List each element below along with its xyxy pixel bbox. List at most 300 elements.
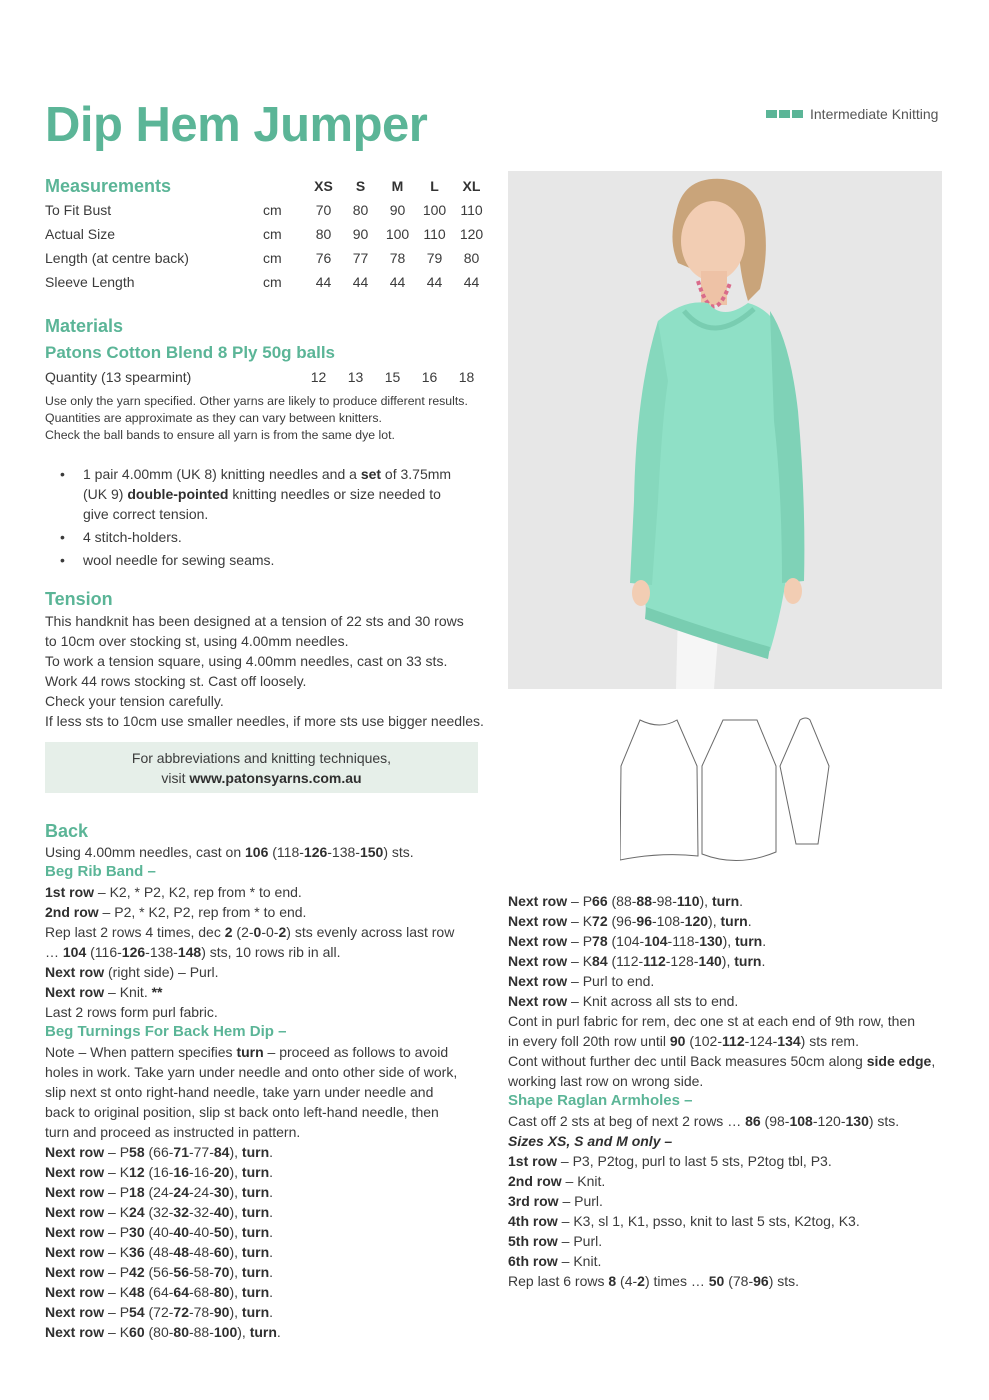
bullet-text: set xyxy=(360,466,382,482)
measurements-header-row xyxy=(45,174,490,198)
instruction-text: ), xyxy=(229,1264,242,1280)
instruction-text: – K xyxy=(104,1244,130,1260)
instruction-text: 66 xyxy=(592,893,608,909)
instruction-line xyxy=(45,1282,457,1302)
instruction-text: ), xyxy=(237,1324,250,1340)
instruction-text: (88- xyxy=(607,893,637,909)
measurement-value: 100 xyxy=(422,202,447,218)
instruction-line xyxy=(45,1002,457,1022)
instruction-text: (48- xyxy=(144,1244,174,1260)
instruction-text: -40- xyxy=(188,1224,214,1240)
instruction-text: turn xyxy=(734,953,762,969)
instruction-text: -124- xyxy=(744,1033,778,1049)
instruction-text: . xyxy=(269,1144,274,1160)
instruction-text: ** xyxy=(151,984,163,1000)
instruction-text: 72 xyxy=(173,1304,189,1320)
instruction-text: Note xyxy=(45,1044,75,1060)
instruction-line xyxy=(508,991,935,1011)
instruction-text: 140 xyxy=(698,953,722,969)
instruction-text: turn xyxy=(241,1164,270,1180)
materials-bullet-item xyxy=(45,464,455,524)
instruction-line xyxy=(508,911,935,931)
instruction-text: ), xyxy=(229,1284,242,1300)
instruction-text: – Purl to end. xyxy=(567,973,655,989)
instruction-text: (112- xyxy=(607,953,644,969)
instruction-text: ) sts. xyxy=(383,844,414,860)
skill-level-label: Intermediate Knitting xyxy=(810,106,939,122)
instruction-text: . xyxy=(276,1324,281,1340)
instruction-text: Next row xyxy=(45,984,105,1000)
instruction-text: -138- xyxy=(145,944,178,960)
instruction-text: (78- xyxy=(724,1273,754,1289)
instruction-text: 42 xyxy=(129,1264,145,1280)
instruction-text: Next row xyxy=(45,1184,105,1200)
instruction-text: (80- xyxy=(144,1324,174,1340)
yarn-name: Patons Cotton Blend 8 Ply 50g balls xyxy=(45,343,335,362)
instruction-text: 24 xyxy=(173,1184,189,1200)
instruction-text: (56- xyxy=(144,1264,174,1280)
instruction-text: 30 xyxy=(213,1184,230,1200)
instruction-line xyxy=(508,1151,935,1171)
instruction-text: 96 xyxy=(753,1273,769,1289)
instruction-text: -88- xyxy=(188,1324,214,1340)
instruction-text: 134 xyxy=(777,1033,801,1049)
instruction-text: 112 xyxy=(643,953,666,969)
instruction-text: 80 xyxy=(213,1284,230,1300)
page-title: Dip Hem Jumper xyxy=(45,98,428,152)
instruction-text: turn xyxy=(241,1264,270,1280)
instruction-text: 20 xyxy=(213,1164,230,1180)
materials-list xyxy=(45,464,455,573)
instruction-text: -77- xyxy=(188,1144,214,1160)
measurement-value: 110 xyxy=(423,226,446,242)
instruction-text: ), xyxy=(708,913,721,929)
instruction-text: 60 xyxy=(129,1324,145,1340)
instruction-text: 90 xyxy=(669,1033,686,1049)
instruction-text: 2 xyxy=(278,924,287,940)
instruction-text: – Purl. xyxy=(557,1233,603,1249)
instruction-line xyxy=(45,1302,457,1322)
level-square-icon xyxy=(766,110,777,118)
measurement-value: 44 xyxy=(389,274,406,290)
measurement-label: Length (at centre back) xyxy=(45,250,189,266)
level-square-icon xyxy=(779,110,790,118)
instruction-text: 130 xyxy=(699,933,723,949)
instruction-text: turn xyxy=(241,1144,270,1160)
instruction-text: Next row xyxy=(45,1324,105,1340)
instruction-text: Using 4.00mm needles, cast on xyxy=(45,844,245,860)
instruction-text: -32- xyxy=(188,1204,214,1220)
instruction-line xyxy=(45,1142,457,1162)
instruction-text: 48 xyxy=(129,1284,145,1300)
back-section xyxy=(45,821,457,1342)
instruction-text: (116- xyxy=(86,944,122,960)
instruction-text: . xyxy=(269,1204,274,1220)
instruction-line xyxy=(508,1111,935,1131)
instruction-text: (118- xyxy=(268,844,304,860)
instruction-text: 56 xyxy=(173,1264,189,1280)
instruction-line xyxy=(508,1251,935,1271)
instruction-text: Next row xyxy=(508,993,568,1009)
instruction-text: Rep last 2 rows 4 times, dec xyxy=(45,924,225,940)
instruction-text: (98- xyxy=(760,1113,790,1129)
instruction-text: 54 xyxy=(129,1304,145,1320)
instruction-text: – Knit across all sts to end. xyxy=(567,993,739,1009)
instruction-text: Next row xyxy=(45,1244,105,1260)
size-header: XS xyxy=(314,178,333,194)
measurement-value: 79 xyxy=(426,250,443,266)
tension-section xyxy=(45,589,485,731)
instruction-text: slip next st onto right-hand needle, take yarn under needle and xyxy=(45,1084,434,1100)
instruction-text: 16 xyxy=(173,1164,189,1180)
instruction-text: 2 xyxy=(637,1273,645,1289)
instruction-text: – P xyxy=(567,893,593,909)
instruction-text: – When pattern specifies xyxy=(74,1044,237,1060)
instruction-text: ), xyxy=(229,1144,242,1160)
instruction-line xyxy=(45,1242,457,1262)
instruction-text: 80 xyxy=(173,1324,189,1340)
instruction-text: . xyxy=(747,913,752,929)
instruction-line xyxy=(45,1102,457,1122)
size-header: M xyxy=(391,178,404,194)
instruction-line xyxy=(45,982,457,1002)
instruction-line xyxy=(508,1071,935,1091)
instruction-text: 2nd row xyxy=(45,904,99,920)
instruction-text: 2 xyxy=(224,924,233,940)
instruction-text: 96 xyxy=(636,913,652,929)
measurement-value: 80 xyxy=(315,226,332,242)
instruction-text: (right side) – Purl. xyxy=(104,964,219,980)
instruction-text: – K xyxy=(104,1324,130,1340)
instruction-text: . xyxy=(269,1244,274,1260)
measurement-value: 100 xyxy=(385,226,410,242)
instruction-text: ), xyxy=(229,1244,242,1260)
measurement-value: 110 xyxy=(460,202,483,218)
instruction-text: Cont in purl fabric for rem, dec one st at each end of 9th row, then xyxy=(508,1013,916,1029)
instruction-text: holes in work. Take yarn under needle and onto other side of work, xyxy=(45,1064,458,1080)
yarn-note: Use only the yarn specified. Other yarns are likely to produce different results. xyxy=(45,394,468,408)
instruction-text: ) sts rem. xyxy=(800,1033,859,1049)
abbreviations-text: For abbreviations and knitting techniques, xyxy=(131,750,392,766)
instruction-text: -120- xyxy=(812,1113,846,1129)
instruction-text: 90 xyxy=(213,1304,230,1320)
instruction-text: -16- xyxy=(188,1164,214,1180)
tension-line: Check your tension carefully. xyxy=(45,693,224,709)
instruction-text: -108- xyxy=(651,913,685,929)
instruction-text: 32 xyxy=(173,1204,189,1220)
measurement-value: 76 xyxy=(315,250,332,266)
instruction-text: -58- xyxy=(188,1264,214,1280)
instruction-line xyxy=(45,1062,457,1082)
instruction-text: 108 xyxy=(789,1113,813,1129)
bullet-icon: • xyxy=(60,466,65,482)
instruction-text: -128- xyxy=(665,953,699,969)
instruction-text: 110 xyxy=(676,893,700,909)
instruction-text: in every foll 20th row until xyxy=(508,1033,670,1049)
instruction-line xyxy=(45,1322,457,1342)
instruction-text: 84 xyxy=(213,1144,230,1160)
schematic-diagram xyxy=(620,716,835,864)
materials-heading: Materials xyxy=(45,316,124,336)
level-square-icon xyxy=(792,110,803,118)
instruction-text: ), xyxy=(229,1164,242,1180)
instruction-text: turn xyxy=(241,1184,270,1200)
instruction-text: Last 2 rows form purl fabric. xyxy=(45,1004,218,1020)
measurement-value: 44 xyxy=(352,274,369,290)
instruction-text: Next row xyxy=(45,1164,105,1180)
instruction-text: 24 xyxy=(129,1204,145,1220)
instruction-text: – P xyxy=(104,1304,130,1320)
instruction-text: 120 xyxy=(684,913,709,929)
tension-line: to 10cm over stocking st, using 4.00mm needles. xyxy=(45,633,349,649)
measurement-value: 44 xyxy=(315,274,332,290)
instruction-text: Next row xyxy=(508,973,568,989)
measurement-row xyxy=(45,198,490,222)
tension-text xyxy=(45,611,485,731)
instruction-line xyxy=(508,1171,935,1191)
garment-schematic xyxy=(620,716,835,869)
instruction-text: (2- xyxy=(232,924,254,940)
instruction-text: 50 xyxy=(213,1224,230,1240)
instruction-text: ) sts evenly across last row xyxy=(286,924,455,940)
size-header: L xyxy=(430,178,439,194)
instruction-text: Next row xyxy=(45,1204,105,1220)
quantity-value: 18 xyxy=(458,369,475,385)
measurement-value: 44 xyxy=(463,274,480,290)
instruction-line xyxy=(508,891,935,911)
instruction-line xyxy=(45,1162,457,1182)
abbreviations-box xyxy=(45,742,478,793)
measurement-value: 80 xyxy=(463,250,480,266)
instruction-text: turn xyxy=(720,913,748,929)
instruction-text: Next row xyxy=(45,1224,105,1240)
instruction-text: turn xyxy=(241,1204,270,1220)
instruction-text: turn xyxy=(236,1044,264,1060)
instruction-text: turn xyxy=(241,1284,270,1300)
instruction-line xyxy=(45,922,457,942)
instruction-text: ) times … xyxy=(644,1273,709,1289)
instruction-text: 78 xyxy=(592,933,608,949)
skill-level xyxy=(766,106,938,122)
instruction-text: 4th row xyxy=(508,1213,558,1229)
instruction-text: -24- xyxy=(188,1184,214,1200)
instruction-text: 86 xyxy=(745,1113,761,1129)
measurement-value: 44 xyxy=(426,274,443,290)
tension-line: If less sts to 10cm use smaller needles, if more sts use bigger needles. xyxy=(45,713,484,729)
bullet-text: of 3.75mm (UK 9) xyxy=(83,466,452,502)
measurement-row xyxy=(45,270,490,294)
instruction-text: ) sts, 10 rows rib in all. xyxy=(201,944,341,960)
instruction-text: – proceed as follows to avoid xyxy=(263,1044,449,1060)
bullet-text: double-pointed xyxy=(127,486,229,502)
instruction-text: 100 xyxy=(213,1324,238,1340)
instruction-text: . xyxy=(269,1264,274,1280)
instruction-text: (102- xyxy=(685,1033,723,1049)
yarn-notes xyxy=(45,393,485,444)
instruction-text: ), xyxy=(699,893,712,909)
instruction-text: – Knit. xyxy=(557,1253,602,1269)
instruction-text: 30 xyxy=(129,1224,145,1240)
instruction-text: Next row xyxy=(45,1264,105,1280)
quantity-row xyxy=(45,365,485,389)
instruction-text: – K3, sl 1, K1, psso, knit to last 5 sts, K2tog, K3. xyxy=(557,1213,860,1229)
instruction-line xyxy=(508,971,935,991)
instruction-text: -78- xyxy=(188,1304,214,1320)
quantity-value: 13 xyxy=(347,369,364,385)
instruction-text: (32- xyxy=(144,1204,174,1220)
bullet-icon: • xyxy=(60,552,65,568)
instruction-text: turn xyxy=(711,893,740,909)
jumper-photo-illustration xyxy=(508,171,942,689)
quantity-value: 12 xyxy=(310,369,327,385)
instruction-text: working last row on wrong side. xyxy=(508,1073,704,1089)
instruction-line xyxy=(45,902,457,922)
instruction-text: 40 xyxy=(173,1224,189,1240)
measurement-value: 78 xyxy=(389,250,406,266)
size-note: Sizes XS, S and M only – xyxy=(508,1133,673,1149)
instruction-text: – K xyxy=(104,1204,130,1220)
instruction-text: Next row xyxy=(508,933,568,949)
instruction-text: . xyxy=(269,1284,274,1300)
instruction-line xyxy=(45,1222,457,1242)
size-header: XL xyxy=(462,178,481,194)
instruction-text: turn xyxy=(241,1304,270,1320)
instruction-text: – K xyxy=(567,913,593,929)
visit-label: visit xyxy=(161,770,190,786)
instruction-text: 72 xyxy=(592,913,608,929)
instruction-text: 84 xyxy=(592,953,608,969)
measurement-value: 80 xyxy=(352,202,369,218)
instruction-text: 36 xyxy=(129,1244,145,1260)
instruction-text: 130 xyxy=(845,1113,869,1129)
instruction-text: . xyxy=(762,933,767,949)
measurements-section xyxy=(45,174,490,294)
instruction-text: (24- xyxy=(144,1184,174,1200)
instruction-text: Next row xyxy=(508,913,568,929)
instruction-text: 40 xyxy=(213,1204,230,1220)
instruction-text: back to original position, slip st back onto left-hand needle, then xyxy=(45,1104,439,1120)
quantity-table xyxy=(45,365,485,389)
yarn-note: Quantities are approximate as they can vary between knitters. xyxy=(45,411,382,425)
measurement-unit: cm xyxy=(263,202,282,218)
measurement-unit: cm xyxy=(263,250,282,266)
measurement-value: 90 xyxy=(389,202,406,218)
instruction-text: (104- xyxy=(607,933,645,949)
abbreviations-visit xyxy=(45,768,478,788)
instruction-text: 1st row xyxy=(508,1153,558,1169)
instruction-text: -68- xyxy=(188,1284,214,1300)
instruction-line xyxy=(45,882,457,902)
materials-section xyxy=(45,316,485,444)
instruction-text: turn and proceed as instructed in pattern. xyxy=(45,1124,301,1140)
back-instructions-left xyxy=(45,842,457,1342)
bullet-text: wool needle for sewing seams. xyxy=(83,552,275,568)
instruction-line xyxy=(45,942,457,962)
measurements-heading: Measurements xyxy=(45,175,172,196)
instruction-text: -48- xyxy=(188,1244,214,1260)
instruction-text: – K xyxy=(104,1284,130,1300)
instruction-text: – P xyxy=(567,933,593,949)
measurement-unit: cm xyxy=(263,274,282,290)
bullet-text: 4 stitch-holders. xyxy=(83,529,182,545)
instruction-text: (40- xyxy=(144,1224,174,1240)
instruction-text: 71 xyxy=(173,1144,189,1160)
instruction-text: Cont without further dec until Back measures 50cm along xyxy=(508,1053,867,1069)
instruction-line xyxy=(45,842,457,862)
instruction-line xyxy=(508,931,935,951)
instruction-text: . xyxy=(269,1304,274,1320)
instruction-text: turn xyxy=(735,933,763,949)
instruction-text: (66- xyxy=(144,1144,174,1160)
instruction-text: (16- xyxy=(144,1164,174,1180)
instruction-text: – K xyxy=(567,953,593,969)
materials-bullets xyxy=(45,464,455,570)
instruction-text: 5th row xyxy=(508,1233,558,1249)
instruction-text: 48 xyxy=(173,1244,189,1260)
instruction-text: ), xyxy=(229,1304,242,1320)
instruction-text: – P3, P2tog, purl to last 5 sts, P2tog tbl, P3. xyxy=(557,1153,832,1169)
instruction-text: ), xyxy=(229,1184,242,1200)
instruction-text: side edge xyxy=(866,1053,932,1069)
measurement-value: 70 xyxy=(315,202,332,218)
quantity-value: 15 xyxy=(384,369,401,385)
website-link[interactable]: www.patonsyarns.com.au xyxy=(189,770,362,786)
instruction-text: 148 xyxy=(177,944,202,960)
instruction-line xyxy=(508,1191,935,1211)
measurement-label: Sleeve Length xyxy=(45,274,135,290)
instruction-line xyxy=(45,1262,457,1282)
measurement-row xyxy=(45,222,490,246)
instruction-text: (64- xyxy=(144,1284,174,1300)
instruction-text: . xyxy=(269,1224,274,1240)
instruction-text: 60 xyxy=(213,1244,230,1260)
instruction-text: turn xyxy=(241,1224,270,1240)
instruction-text: 50 xyxy=(708,1273,725,1289)
instruction-text: 104 xyxy=(62,944,87,960)
instruction-text: -0- xyxy=(261,924,279,940)
instruction-line xyxy=(508,1231,935,1251)
instruction-text: – P xyxy=(104,1264,130,1280)
instruction-text: ), xyxy=(721,953,735,969)
back-instructions-continued xyxy=(508,891,935,1291)
instruction-text: Cast off 2 sts at beg of next 2 rows … xyxy=(508,1113,746,1129)
back-instructions-right xyxy=(508,891,935,1291)
measurement-row xyxy=(45,246,490,270)
instruction-text: Next row xyxy=(508,953,568,969)
materials-bullet-item xyxy=(45,550,455,570)
instruction-line xyxy=(508,1031,935,1051)
measurement-label: To Fit Bust xyxy=(45,202,112,218)
instruction-text: Next row xyxy=(508,893,568,909)
instruction-text: ), xyxy=(722,933,736,949)
instruction-text: 126 xyxy=(121,944,146,960)
instruction-text: 150 xyxy=(359,844,384,860)
instruction-text: – Knit. xyxy=(561,1173,606,1189)
measurements-table xyxy=(45,174,490,294)
instruction-text: 2nd row xyxy=(508,1173,562,1189)
instruction-text: -118- xyxy=(667,933,700,949)
instruction-text: , xyxy=(931,1053,936,1069)
instruction-line xyxy=(45,1122,457,1142)
instruction-text: 6th row xyxy=(508,1253,558,1269)
instruction-subheading: Shape Raglan Armholes – xyxy=(508,1092,693,1109)
instruction-line xyxy=(508,1211,935,1231)
instruction-text: turn xyxy=(249,1324,277,1340)
instruction-text: Next row xyxy=(45,1304,105,1320)
yarn-note: Check the ball bands to ensure all yarn is from the same dye lot. xyxy=(45,428,395,442)
instruction-text: 88 xyxy=(636,893,652,909)
instruction-line xyxy=(45,1082,457,1102)
